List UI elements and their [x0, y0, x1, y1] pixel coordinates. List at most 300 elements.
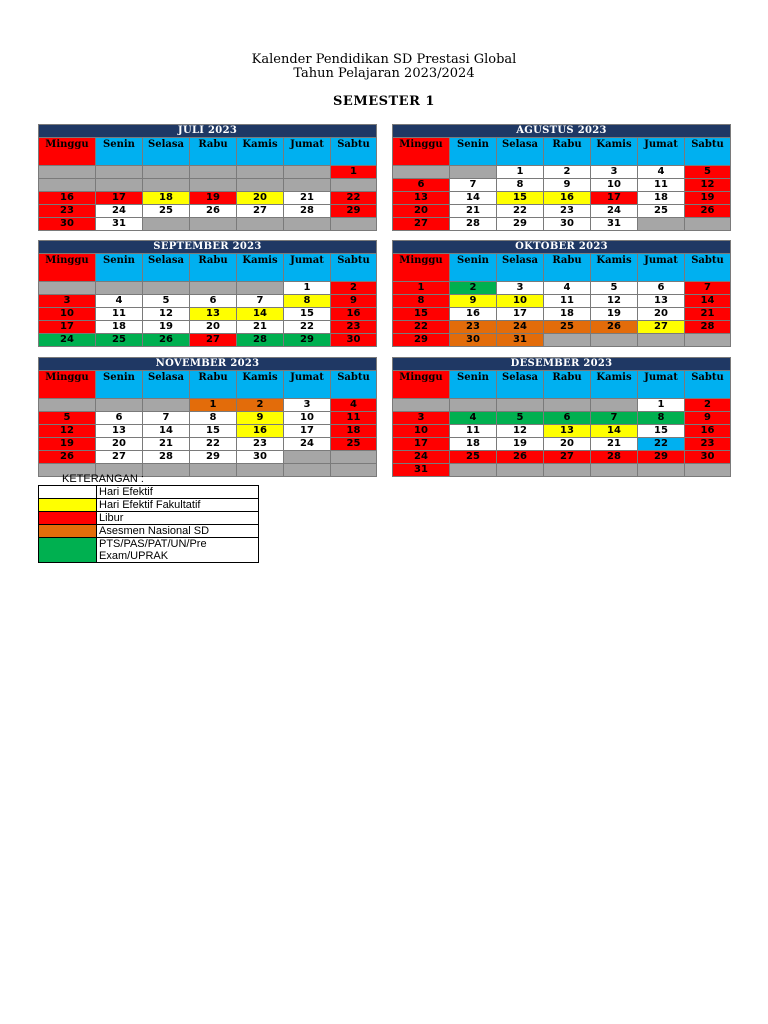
- month-calendar-agustus-2023: [392, 124, 731, 231]
- day-cell: 4: [96, 295, 143, 308]
- legend-label: Asesmen Nasional SD: [97, 525, 259, 538]
- day-cell: 15: [393, 308, 450, 321]
- day-cell: 25: [96, 334, 143, 347]
- day-cell: 31: [393, 464, 450, 477]
- day-cell: 14: [685, 295, 731, 308]
- day-cell: 18: [544, 308, 591, 321]
- day-cell: 6: [190, 295, 237, 308]
- weekday-header-sabtu: Sabtu: [331, 138, 377, 166]
- day-cell: 26: [143, 334, 190, 347]
- month-calendar-juli-2023: [38, 124, 377, 231]
- day-cell: 25: [638, 205, 685, 218]
- day-cell: 3: [591, 166, 638, 179]
- day-cell: 22: [331, 192, 377, 205]
- day-cell: 26: [190, 205, 237, 218]
- weekday-header-rabu: Rabu: [544, 138, 591, 166]
- weekday-header-sabtu: Sabtu: [685, 254, 731, 282]
- calendar-title: Kalender Pendidikan SD Prestasi Global: [251, 52, 517, 67]
- weekday-header-minggu: Minggu: [393, 138, 450, 166]
- weekday-header-sabtu: Sabtu: [685, 371, 731, 399]
- day-cell: 11: [638, 179, 685, 192]
- weekday-header-rabu: Rabu: [544, 254, 591, 282]
- day-cell: 27: [638, 321, 685, 334]
- day-cell: 14: [591, 425, 638, 438]
- week-row: [39, 308, 377, 321]
- weekday-header-senin: Senin: [450, 254, 497, 282]
- semester-heading: SEMESTER 1: [333, 94, 435, 109]
- empty-cell: [190, 282, 237, 295]
- day-cell: 10: [39, 308, 96, 321]
- month-title: AGUSTUS 2023: [393, 125, 731, 138]
- day-cell: 12: [143, 308, 190, 321]
- week-row: [393, 295, 731, 308]
- day-cell: 24: [284, 438, 331, 451]
- week-row: [39, 218, 377, 231]
- empty-cell: [284, 179, 331, 192]
- empty-cell: [591, 464, 638, 477]
- week-row: [393, 179, 731, 192]
- day-cell: 10: [497, 295, 544, 308]
- empty-cell: [544, 464, 591, 477]
- weekday-header-kamis: Kamis: [237, 138, 284, 166]
- empty-cell: [190, 218, 237, 231]
- day-cell: 9: [237, 412, 284, 425]
- day-cell: 17: [497, 308, 544, 321]
- empty-cell: [284, 451, 331, 464]
- empty-cell: [190, 464, 237, 477]
- day-cell: 14: [450, 192, 497, 205]
- day-cell: 15: [638, 425, 685, 438]
- empty-cell: [497, 399, 544, 412]
- empty-cell: [96, 399, 143, 412]
- day-cell: 18: [96, 321, 143, 334]
- week-row: [39, 438, 377, 451]
- weekday-header-senin: Senin: [96, 371, 143, 399]
- day-cell: 4: [638, 166, 685, 179]
- day-cell: 4: [544, 282, 591, 295]
- day-cell: 7: [591, 412, 638, 425]
- day-cell: 27: [96, 451, 143, 464]
- legend-swatch-optional: [39, 499, 97, 512]
- day-cell: 24: [497, 321, 544, 334]
- empty-cell: [237, 464, 284, 477]
- weekday-header-selasa: Selasa: [497, 371, 544, 399]
- weekday-header-kamis: Kamis: [237, 254, 284, 282]
- day-cell: 31: [497, 334, 544, 347]
- day-cell: 13: [638, 295, 685, 308]
- day-cell: 27: [190, 334, 237, 347]
- day-cell: 21: [284, 192, 331, 205]
- week-row: [393, 438, 731, 451]
- weekday-header-jumat: Jumat: [638, 254, 685, 282]
- empty-cell: [331, 179, 377, 192]
- day-cell: 13: [190, 308, 237, 321]
- day-cell: 18: [638, 192, 685, 205]
- weekday-header-sabtu: Sabtu: [685, 138, 731, 166]
- week-row: [39, 425, 377, 438]
- empty-cell: [393, 166, 450, 179]
- day-cell: 26: [39, 451, 96, 464]
- day-cell: 1: [284, 282, 331, 295]
- empty-cell: [450, 166, 497, 179]
- day-cell: 9: [450, 295, 497, 308]
- weekday-header-senin: Senin: [96, 138, 143, 166]
- day-cell: 6: [393, 179, 450, 192]
- month-title: JULI 2023: [39, 125, 377, 138]
- day-cell: 13: [393, 192, 450, 205]
- week-row: [393, 166, 731, 179]
- day-cell: 12: [39, 425, 96, 438]
- empty-cell: [544, 334, 591, 347]
- day-cell: 12: [685, 179, 731, 192]
- week-row: [39, 179, 377, 192]
- empty-cell: [331, 218, 377, 231]
- empty-cell: [96, 282, 143, 295]
- legend-label: Libur: [97, 512, 259, 525]
- week-row: [39, 166, 377, 179]
- legend-row: [39, 486, 259, 499]
- day-cell: 16: [544, 192, 591, 205]
- day-cell: 15: [284, 308, 331, 321]
- empty-cell: [685, 218, 731, 231]
- empty-cell: [143, 218, 190, 231]
- day-cell: 30: [237, 451, 284, 464]
- weekday-header-sabtu: Sabtu: [331, 371, 377, 399]
- day-cell: 21: [685, 308, 731, 321]
- week-row: [39, 205, 377, 218]
- day-cell: 2: [237, 399, 284, 412]
- day-cell: 4: [450, 412, 497, 425]
- day-cell: 3: [284, 399, 331, 412]
- weekday-header-sabtu: Sabtu: [331, 254, 377, 282]
- day-cell: 24: [39, 334, 96, 347]
- weekday-header-selasa: Selasa: [497, 254, 544, 282]
- weekday-header-rabu: Rabu: [190, 138, 237, 166]
- day-cell: 13: [544, 425, 591, 438]
- week-row: [393, 425, 731, 438]
- weekday-header-jumat: Jumat: [284, 371, 331, 399]
- day-cell: 16: [39, 192, 96, 205]
- day-cell: 12: [497, 425, 544, 438]
- weekday-header-kamis: Kamis: [591, 138, 638, 166]
- day-cell: 1: [331, 166, 377, 179]
- weekday-header-minggu: Minggu: [39, 254, 96, 282]
- day-cell: 18: [143, 192, 190, 205]
- day-cell: 24: [393, 451, 450, 464]
- day-cell: 24: [96, 205, 143, 218]
- empty-cell: [284, 166, 331, 179]
- legend-label: Hari Efektif: [97, 486, 259, 499]
- day-cell: 11: [96, 308, 143, 321]
- empty-cell: [591, 399, 638, 412]
- day-cell: 2: [544, 166, 591, 179]
- empty-cell: [143, 399, 190, 412]
- day-cell: 6: [638, 282, 685, 295]
- day-cell: 2: [685, 399, 731, 412]
- day-cell: 30: [685, 451, 731, 464]
- day-cell: 13: [96, 425, 143, 438]
- day-cell: 1: [393, 282, 450, 295]
- day-cell: 20: [544, 438, 591, 451]
- weekday-header-senin: Senin: [96, 254, 143, 282]
- empty-cell: [331, 464, 377, 477]
- legend-row: [39, 499, 259, 512]
- empty-cell: [237, 166, 284, 179]
- day-cell: 20: [638, 308, 685, 321]
- day-cell: 20: [96, 438, 143, 451]
- day-cell: 9: [331, 295, 377, 308]
- day-cell: 30: [331, 334, 377, 347]
- day-cell: 21: [591, 438, 638, 451]
- day-cell: 23: [39, 205, 96, 218]
- weekday-header-kamis: Kamis: [591, 254, 638, 282]
- week-row: [393, 412, 731, 425]
- day-cell: 5: [591, 282, 638, 295]
- weekday-header-selasa: Selasa: [143, 138, 190, 166]
- day-cell: 29: [331, 205, 377, 218]
- day-cell: 27: [393, 218, 450, 231]
- day-cell: 21: [237, 321, 284, 334]
- empty-cell: [39, 166, 96, 179]
- day-cell: 29: [284, 334, 331, 347]
- day-cell: 7: [143, 412, 190, 425]
- weekday-header-jumat: Jumat: [284, 138, 331, 166]
- day-cell: 28: [284, 205, 331, 218]
- day-cell: 15: [497, 192, 544, 205]
- month-title: NOVEMBER 2023: [39, 358, 377, 371]
- day-cell: 8: [284, 295, 331, 308]
- day-cell: 2: [450, 282, 497, 295]
- day-cell: 19: [497, 438, 544, 451]
- legend-title: KETERANGAN :: [62, 473, 144, 485]
- day-cell: 6: [96, 412, 143, 425]
- empty-cell: [39, 282, 96, 295]
- day-cell: 17: [591, 192, 638, 205]
- weekday-header-selasa: Selasa: [497, 138, 544, 166]
- day-cell: 27: [544, 451, 591, 464]
- legend-row: [39, 512, 259, 525]
- weekday-header-jumat: Jumat: [284, 254, 331, 282]
- day-cell: 31: [96, 218, 143, 231]
- day-cell: 29: [497, 218, 544, 231]
- week-row: [39, 192, 377, 205]
- day-cell: 20: [190, 321, 237, 334]
- weekday-header-jumat: Jumat: [638, 138, 685, 166]
- legend-label: PTS/PAS/PAT/UN/Pre Exam/UPRAK: [97, 538, 259, 563]
- day-cell: 1: [190, 399, 237, 412]
- day-cell: 11: [544, 295, 591, 308]
- day-cell: 18: [450, 438, 497, 451]
- empty-cell: [143, 179, 190, 192]
- day-cell: 5: [39, 412, 96, 425]
- day-cell: 3: [497, 282, 544, 295]
- day-cell: 9: [685, 412, 731, 425]
- day-cell: 21: [143, 438, 190, 451]
- day-cell: 22: [497, 205, 544, 218]
- weekday-header-jumat: Jumat: [638, 371, 685, 399]
- month-calendar-desember-2023: [392, 357, 731, 477]
- academic-year: Tahun Pelajaran 2023/2024: [293, 66, 475, 81]
- day-cell: 25: [450, 451, 497, 464]
- day-cell: 16: [450, 308, 497, 321]
- empty-cell: [450, 464, 497, 477]
- day-cell: 29: [393, 334, 450, 347]
- day-cell: 28: [143, 451, 190, 464]
- day-cell: 17: [393, 438, 450, 451]
- weekday-header-senin: Senin: [450, 138, 497, 166]
- week-row: [393, 321, 731, 334]
- day-cell: 2: [331, 282, 377, 295]
- day-cell: 8: [638, 412, 685, 425]
- month-calendar-november-2023: [38, 357, 377, 477]
- empty-cell: [638, 218, 685, 231]
- day-cell: 29: [190, 451, 237, 464]
- empty-cell: [638, 334, 685, 347]
- empty-cell: [497, 464, 544, 477]
- day-cell: 29: [638, 451, 685, 464]
- day-cell: 6: [544, 412, 591, 425]
- week-row: [39, 334, 377, 347]
- week-row: [393, 399, 731, 412]
- day-cell: 10: [393, 425, 450, 438]
- empty-cell: [237, 218, 284, 231]
- day-cell: 3: [393, 412, 450, 425]
- empty-cell: [190, 179, 237, 192]
- day-cell: 11: [450, 425, 497, 438]
- day-cell: 1: [638, 399, 685, 412]
- weekday-header-minggu: Minggu: [393, 254, 450, 282]
- day-cell: 8: [190, 412, 237, 425]
- day-cell: 5: [685, 166, 731, 179]
- month-calendar-oktober-2023: [392, 240, 731, 347]
- week-row: [39, 399, 377, 412]
- weekday-header-minggu: Minggu: [393, 371, 450, 399]
- weekday-header-selasa: Selasa: [143, 371, 190, 399]
- day-cell: 17: [284, 425, 331, 438]
- day-cell: 26: [497, 451, 544, 464]
- day-cell: 12: [591, 295, 638, 308]
- week-row: [393, 334, 731, 347]
- empty-cell: [237, 282, 284, 295]
- day-cell: 19: [685, 192, 731, 205]
- legend-table: [38, 485, 259, 563]
- day-cell: 23: [331, 321, 377, 334]
- empty-cell: [237, 179, 284, 192]
- day-cell: 30: [544, 218, 591, 231]
- day-cell: 16: [685, 425, 731, 438]
- day-cell: 24: [591, 205, 638, 218]
- day-cell: 18: [331, 425, 377, 438]
- legend-swatch-effective: [39, 486, 97, 499]
- day-cell: 25: [544, 321, 591, 334]
- day-cell: 4: [331, 399, 377, 412]
- day-cell: 30: [450, 334, 497, 347]
- empty-cell: [685, 334, 731, 347]
- day-cell: 5: [497, 412, 544, 425]
- week-row: [39, 451, 377, 464]
- day-cell: 1: [497, 166, 544, 179]
- week-row: [393, 451, 731, 464]
- day-cell: 3: [39, 295, 96, 308]
- day-cell: 19: [190, 192, 237, 205]
- weekday-header-rabu: Rabu: [544, 371, 591, 399]
- empty-cell: [143, 166, 190, 179]
- day-cell: 31: [591, 218, 638, 231]
- legend-swatch-exam: [39, 538, 97, 563]
- legend-swatch-assessment: [39, 525, 97, 538]
- day-cell: 7: [237, 295, 284, 308]
- day-cell: 17: [96, 192, 143, 205]
- empty-cell: [591, 334, 638, 347]
- weekday-header-rabu: Rabu: [190, 254, 237, 282]
- weekday-header-rabu: Rabu: [190, 371, 237, 399]
- weekday-header-minggu: Minggu: [39, 371, 96, 399]
- weekday-header-kamis: Kamis: [237, 371, 284, 399]
- empty-cell: [143, 282, 190, 295]
- day-cell: 22: [393, 321, 450, 334]
- week-row: [39, 412, 377, 425]
- day-cell: 9: [544, 179, 591, 192]
- day-cell: 7: [450, 179, 497, 192]
- month-title: SEPTEMBER 2023: [39, 241, 377, 254]
- week-row: [39, 295, 377, 308]
- day-cell: 20: [393, 205, 450, 218]
- day-cell: 15: [190, 425, 237, 438]
- week-row: [393, 308, 731, 321]
- empty-cell: [450, 399, 497, 412]
- day-cell: 28: [450, 218, 497, 231]
- empty-cell: [39, 399, 96, 412]
- day-cell: 22: [284, 321, 331, 334]
- week-row: [393, 218, 731, 231]
- day-cell: 8: [497, 179, 544, 192]
- day-cell: 8: [393, 295, 450, 308]
- day-cell: 23: [450, 321, 497, 334]
- week-row: [393, 464, 731, 477]
- day-cell: 19: [591, 308, 638, 321]
- weekday-header-senin: Senin: [450, 371, 497, 399]
- empty-cell: [190, 166, 237, 179]
- day-cell: 16: [237, 425, 284, 438]
- legend-swatch-holiday: [39, 512, 97, 525]
- day-cell: 11: [331, 412, 377, 425]
- day-cell: 14: [237, 308, 284, 321]
- empty-cell: [96, 179, 143, 192]
- day-cell: 20: [237, 192, 284, 205]
- day-cell: 23: [685, 438, 731, 451]
- day-cell: 26: [591, 321, 638, 334]
- month-title: OKTOBER 2023: [393, 241, 731, 254]
- day-cell: 10: [591, 179, 638, 192]
- legend-row: [39, 525, 259, 538]
- day-cell: 19: [39, 438, 96, 451]
- empty-cell: [638, 464, 685, 477]
- day-cell: 19: [143, 321, 190, 334]
- day-cell: 26: [685, 205, 731, 218]
- day-cell: 25: [143, 205, 190, 218]
- day-cell: 28: [685, 321, 731, 334]
- day-cell: 23: [237, 438, 284, 451]
- day-cell: 22: [638, 438, 685, 451]
- legend-label: Hari Efektif Fakultatif: [97, 499, 259, 512]
- day-cell: 17: [39, 321, 96, 334]
- empty-cell: [39, 179, 96, 192]
- empty-cell: [544, 399, 591, 412]
- weekday-header-kamis: Kamis: [591, 371, 638, 399]
- week-row: [39, 321, 377, 334]
- day-cell: 7: [685, 282, 731, 295]
- week-row: [393, 192, 731, 205]
